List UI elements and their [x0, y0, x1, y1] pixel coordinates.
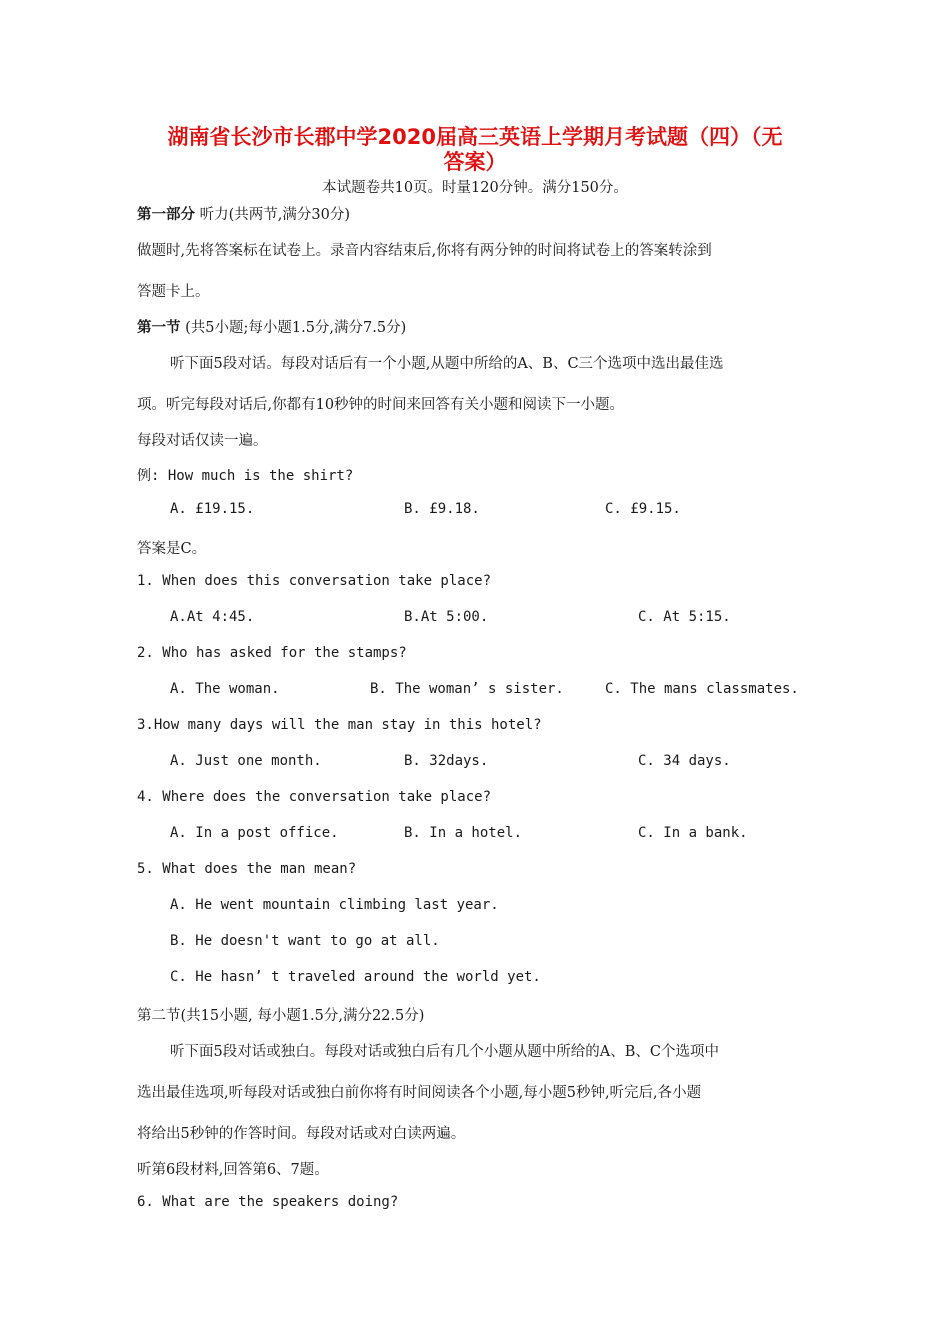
part1-desc: 听力(共两节,满分30分)	[195, 207, 350, 223]
exam-title-line2: 答案）	[443, 150, 507, 174]
question-5-option-c: C. He hasn’ t traveled around the world yet.	[170, 969, 541, 985]
example-question: 例: How much is the shirt?	[137, 468, 354, 484]
section2-instructions-line3: 将给出5秒钟的作答时间。每段对话或对白读两遍。	[137, 1126, 466, 1142]
question-1-option-b: B.At 5:00.	[404, 609, 489, 625]
exam-title-line1: 湖南省长沙市长郡中学2020届高三英语上学期月考试题（四）（无	[167, 125, 783, 149]
question-4-option-b: B. In a hotel.	[404, 825, 523, 841]
question-4-option-a: A. In a post office.	[170, 825, 339, 841]
question-6: 6. What are the speakers doing?	[137, 1194, 399, 1210]
instructions-line2: 答题卡上。	[137, 284, 210, 300]
section2-instructions-line2: 选出最佳选项,听每段对话或独白前你将有时间阅读各个小题,每小题5秒钟,听完后,各小题	[137, 1085, 702, 1101]
question-1-option-c: C. At 5:15.	[638, 609, 731, 625]
question-3-option-c: C. 34 days.	[638, 753, 731, 769]
question-3: 3.How many days will the man stay in this hotel?	[137, 717, 542, 733]
section2-heading: 第二节(共15小题, 每小题1.5分,满分22.5分)	[137, 1008, 425, 1024]
example-option-c: C. £9.15.	[605, 501, 681, 517]
section1-instructions-line3: 每段对话仅读一遍。	[137, 433, 268, 449]
part1-heading: 第一部分	[137, 207, 195, 223]
question-4-option-c: C. In a bank.	[638, 825, 748, 841]
question-3-option-a: A. Just one month.	[170, 753, 322, 769]
question-1: 1. When does this conversation take place?	[137, 573, 492, 589]
question-2-option-a: A. The woman.	[170, 681, 280, 697]
exam-subtitle: 本试题卷共10页。时量120分钟。满分150分。	[322, 180, 628, 196]
question-5: 5. What does the man mean?	[137, 861, 357, 877]
question-3-option-b: B. 32days.	[404, 753, 489, 769]
instructions-line1: 做题时,先将答案标在试卷上。录音内容结束后,你将有两分钟的时间将试卷上的答案转涂到	[137, 243, 712, 259]
section1-instructions-line2: 项。听完每段对话后,你都有10秒钟的时间来回答有关小题和阅读下一小题。	[137, 397, 625, 413]
question-5-option-b: B. He doesn't want to go at all.	[170, 933, 440, 949]
section1-heading: 第一节	[137, 320, 181, 336]
section2-instructions-line1: 听下面5段对话或独白。每段对话或独白后有几个小题从题中所给的A、B、C个选项中	[170, 1044, 719, 1060]
section2-material-label: 听第6段材料,回答第6、7题。	[137, 1162, 329, 1178]
question-5-option-a: A. He went mountain climbing last year.	[170, 897, 499, 913]
question-2: 2. Who has asked for the stamps?	[137, 645, 407, 661]
example-answer: 答案是C。	[137, 541, 207, 557]
question-2-option-b: B. The woman’ s sister.	[370, 681, 564, 697]
example-option-b: B. £9.18.	[404, 501, 480, 517]
question-4: 4. Where does the conversation take place?	[137, 789, 492, 805]
section1-desc: (共5小题;每小题1.5分,满分7.5分)	[180, 320, 407, 336]
example-option-a: A. £19.15.	[170, 501, 255, 517]
part1-heading-line	[137, 203, 350, 224]
question-1-option-a: A.At 4:45.	[170, 609, 255, 625]
section1-instructions-line1: 听下面5段对话。每段对话后有一个小题,从题中所给的A、B、C三个选项中选出最佳选	[170, 356, 724, 372]
section1-heading-line	[137, 316, 406, 337]
question-2-option-c: C. The mans classmates.	[605, 681, 799, 697]
